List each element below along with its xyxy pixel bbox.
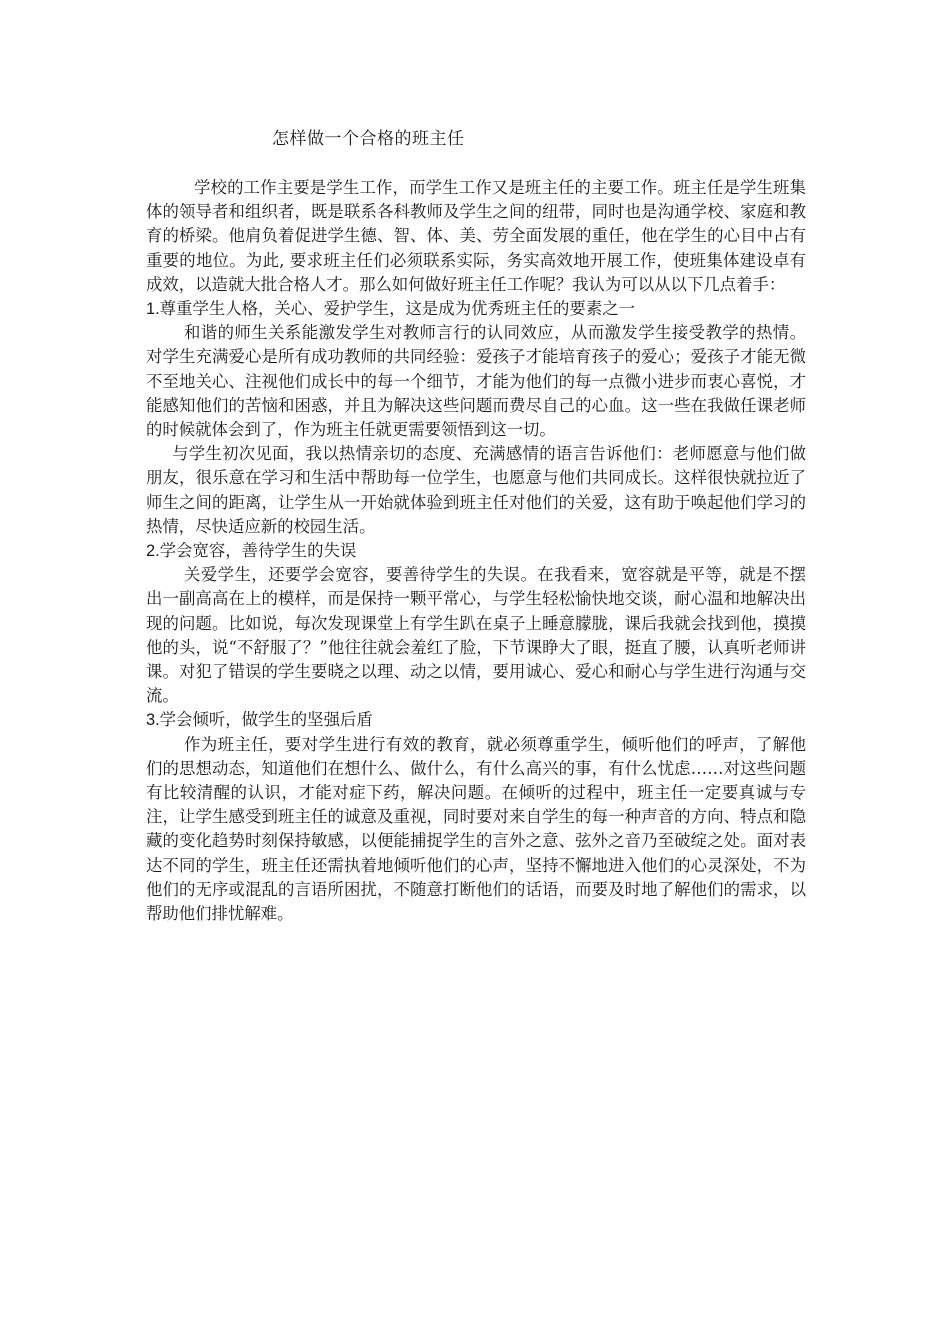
section-1-paragraph-2: 与学生初次见面，我以热情亲切的态度、充满感情的语言告诉他们：老师愿意与他们做朋友，很乐意在学习和生活中帮助每一位学生，也愿意与他们共同成长。这样很快就拉近了师生之间的距离，让学生从一开始就体验到班主任对他们的关爱，这有助于唤起他们学习的热情，尽快适应新的校园生活。: [146, 444, 806, 536]
section-number: 3.: [146, 711, 160, 730]
section-number: 2.: [146, 542, 160, 561]
section-3-paragraph-1: 作为班主任，要对学生进行有效的教育，就必须尊重学生，倾听他们的呼声，了解他们的思想动态，知道他们在想什么、做什么，有什么高兴的事，有什么忧虑……对这些问题有比较清醒的认识，才能对症下药，解决问题。在倾听的过程中，班主任一定要真诚与专注，让学生感受到班主任的诚意及重视，同时要对来自学生的每一种声音的方向、特点和隐藏的变化趋势时刻保持敏感，以便能捕捉学生的言外之意、弦外之音乃至破绽之处。面对表达不同的学生，班主任还需执着地倾听他们的心声，坚持不懈地进入他们的心灵深处，不为他们的无序或混乱的言语所困扰，不随意打断他们的话语，而要及时地了解他们的需求，以帮助他们排忧解难。: [146, 734, 806, 924]
document-title: 怎样做一个合格的班主任: [272, 129, 465, 149]
section-heading-text: 尊重学生人格，关心、爱护学生，这是成为优秀班主任的要素之一: [159, 299, 635, 319]
section-heading-2: [146, 539, 806, 563]
section-heading-text: 学会倾听，做学生的坚强后盾: [159, 710, 373, 730]
intro-paragraph: 学校的工作主要是学生工作，而学生工作又是班主任的主要工作。班主任是学生班集体的领导者和组织者，既是联系各科教师及学生之间的纽带，同时也是沟通学校、家庭和教育的桥梁。他肩负着促进学生德、智、体、美、劳全面发展的重任，他在学生的心目中占有重要的地位。为此, 要求班主任们必须联系实际，务实高效地开展工作，使班集体建设卓有成效，以造就大批合格人才。那么如何做好班主任工作呢？我认为可以从以下几点着手：: [146, 178, 806, 294]
section-2-paragraph-1: 关爱学生，还要学会宽容，要善待学生的失误。在我看来，宽容就是平等，就是不摆出一副高高在上的模样，而是保持一颗平常心，与学生轻松愉快地交谈，耐心温和地解决出现的问题。比如说，每次发现课堂上有学生趴在桌子上睡意朦胧，课后我就会找到他，摸摸他的头，说“不舒服了？”他往往就会羞红了脸，下节课睁大了眼，挺直了腰，认真听老师讲课。对犯了错误的学生要晓之以理、动之以情，要用诚心、爱心和耐心与学生进行沟通与交流。: [146, 565, 806, 706]
section-number: 1.: [146, 300, 160, 319]
section-heading-text: 学会宽容，善待学生的失误: [159, 541, 357, 561]
section-heading-1: [146, 297, 806, 321]
section-1-paragraph-1: 和谐的师生关系能激发学生对教师言行的认同效应，从而激发学生接受教学的热情。对学生充满爱心是所有成功教师的共同经验：爱孩子才能培育孩子的爱心；爱孩子才能无微不至地关心、注视他们成长中的每一个细节，才能为他们的每一点微小进步而衷心喜悦，才能感知他们的苦恼和困惑，并且为解决这些问题而费尽自己的心血。这一些在我做任课老师的时候就体会到了，作为班主任就更需要领悟到这一切。: [146, 323, 806, 440]
document-body: [146, 176, 806, 926]
section-heading-3: [146, 708, 806, 732]
